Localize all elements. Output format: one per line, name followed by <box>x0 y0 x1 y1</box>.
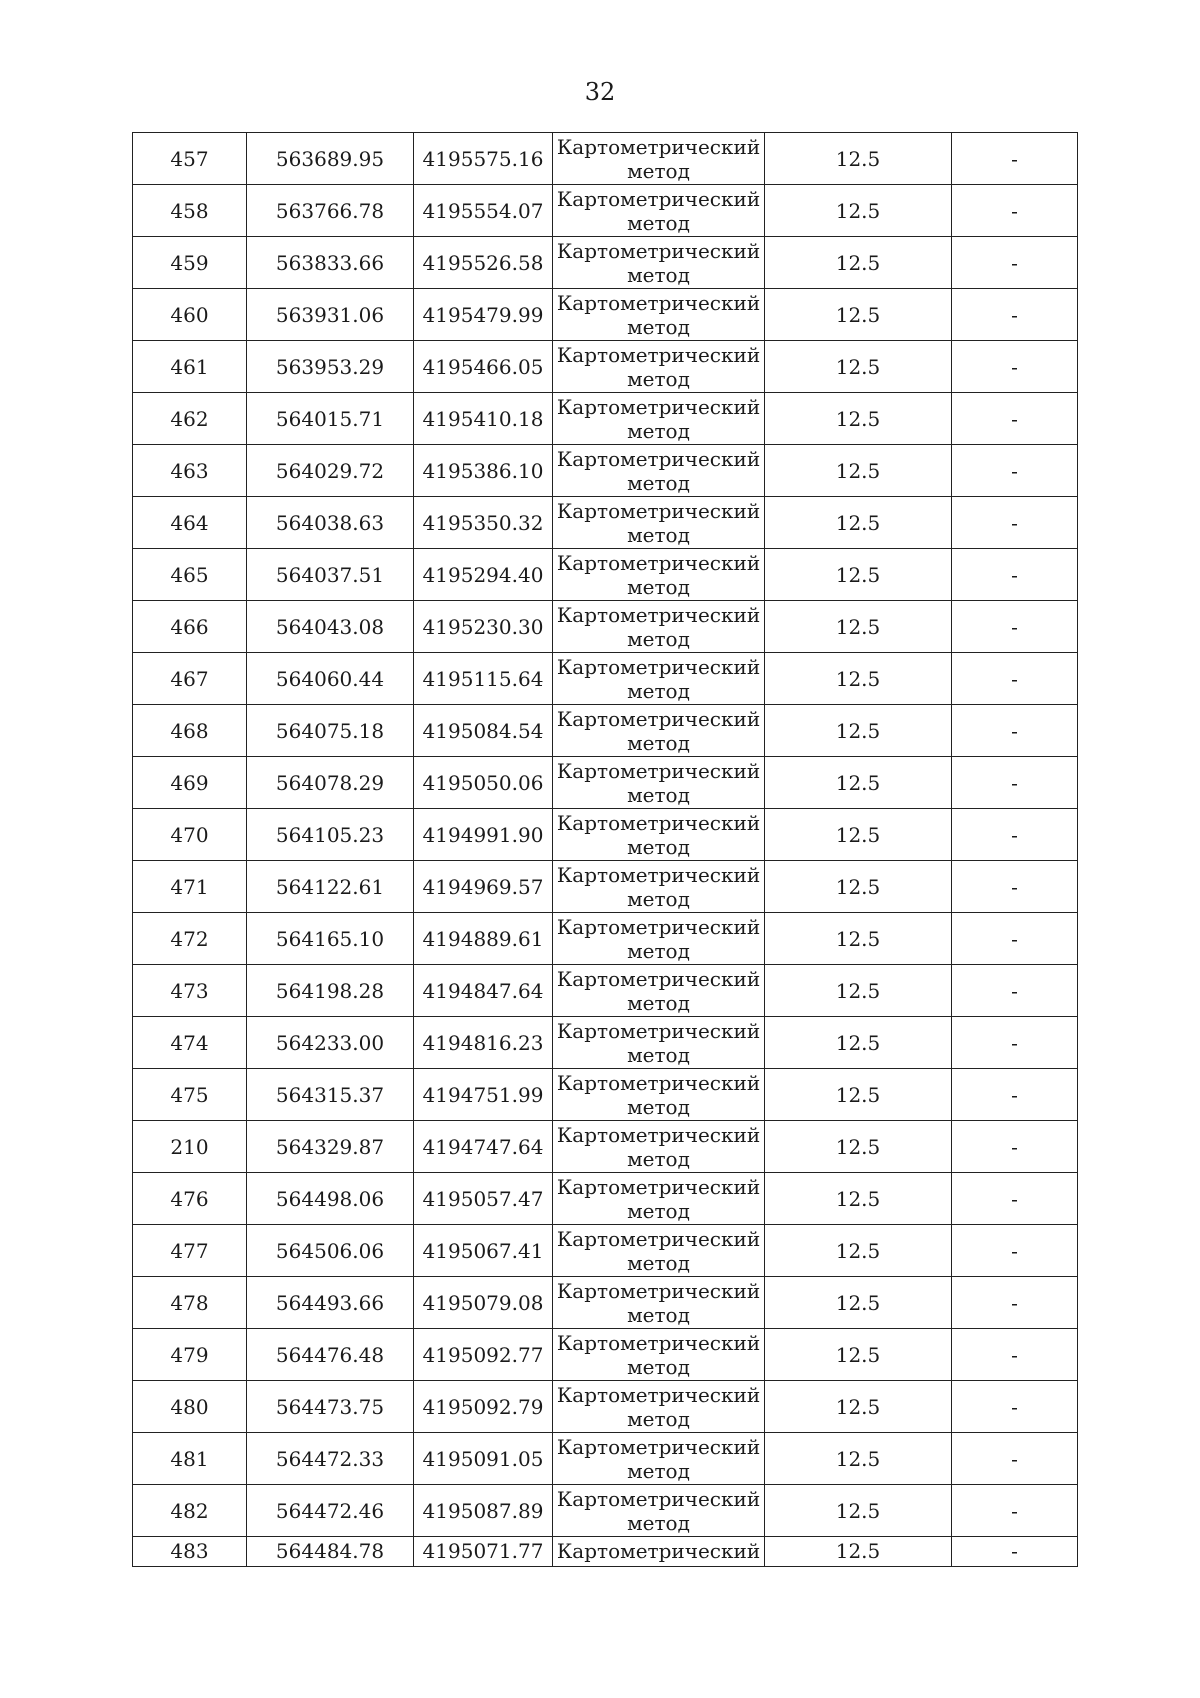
method-cell <box>553 1381 765 1433</box>
note-cell: - <box>952 1485 1078 1537</box>
point-number-cell: 470 <box>133 809 247 861</box>
table-row <box>133 341 1078 393</box>
method-line-2: метод <box>627 938 690 963</box>
note-cell: - <box>952 1017 1078 1069</box>
method-line-2: метод <box>627 1302 690 1327</box>
method-cell <box>553 289 765 341</box>
note-cell: - <box>952 1173 1078 1225</box>
x-coordinate-cell: 563689.95 <box>247 133 414 185</box>
point-number-cell: 477 <box>133 1225 247 1277</box>
method-cell <box>553 1121 765 1173</box>
note-cell: - <box>952 1381 1078 1433</box>
table-row <box>133 913 1078 965</box>
x-coordinate-cell: 564198.28 <box>247 965 414 1017</box>
accuracy-cell: 12.5 <box>765 1225 952 1277</box>
point-number-cell: 465 <box>133 549 247 601</box>
method-line-2: метод <box>627 1354 690 1379</box>
note-cell: - <box>952 1225 1078 1277</box>
method-line-2: метод <box>627 262 690 287</box>
method-line-1: Картометрический <box>556 1539 761 1563</box>
x-coordinate-cell: 564038.63 <box>247 497 414 549</box>
x-coordinate-cell: 564060.44 <box>247 653 414 705</box>
x-coordinate-cell: 564493.66 <box>247 1277 414 1329</box>
method-cell <box>553 705 765 757</box>
method-line-1: Картометрический <box>556 186 761 211</box>
method-cell <box>553 341 765 393</box>
x-coordinate-cell: 563931.06 <box>247 289 414 341</box>
accuracy-cell: 12.5 <box>765 1017 952 1069</box>
point-number-cell: 462 <box>133 393 247 445</box>
method-cell <box>553 913 765 965</box>
y-coordinate-cell: 4195084.54 <box>414 705 553 757</box>
accuracy-cell: 12.5 <box>765 1329 952 1381</box>
method-cell <box>553 1069 765 1121</box>
method-line-1: Картометрический <box>556 966 761 991</box>
method-cell <box>553 1485 765 1537</box>
method-line-2: метод <box>627 1146 690 1171</box>
method-line-2: метод <box>627 678 690 703</box>
x-coordinate-cell: 564473.75 <box>247 1381 414 1433</box>
x-coordinate-cell: 564122.61 <box>247 861 414 913</box>
x-coordinate-cell: 564165.10 <box>247 913 414 965</box>
y-coordinate-cell: 4194991.90 <box>414 809 553 861</box>
y-coordinate-cell: 4195466.05 <box>414 341 553 393</box>
method-line-2: метод <box>627 1458 690 1483</box>
method-line-2: метод <box>627 1042 690 1067</box>
method-cell <box>553 1277 765 1329</box>
accuracy-cell: 12.5 <box>765 965 952 1017</box>
x-coordinate-cell: 564472.33 <box>247 1433 414 1485</box>
x-coordinate-cell: 564029.72 <box>247 445 414 497</box>
note-cell: - <box>952 1277 1078 1329</box>
x-coordinate-cell: 563833.66 <box>247 237 414 289</box>
accuracy-cell: 12.5 <box>765 289 952 341</box>
table-row <box>133 757 1078 809</box>
point-number-cell: 459 <box>133 237 247 289</box>
method-line-1: Картометрический <box>556 758 761 783</box>
note-cell: - <box>952 133 1078 185</box>
accuracy-cell: 12.5 <box>765 913 952 965</box>
method-line-1: Картометрический <box>556 1486 761 1511</box>
table-body <box>133 133 1078 1567</box>
method-cell <box>553 1017 765 1069</box>
table-row <box>133 1225 1078 1277</box>
table-row <box>133 1485 1078 1537</box>
y-coordinate-cell: 4195554.07 <box>414 185 553 237</box>
method-line-2: метод <box>627 1510 690 1535</box>
method-cell <box>553 1433 765 1485</box>
point-number-cell: 472 <box>133 913 247 965</box>
accuracy-cell: 12.5 <box>765 237 952 289</box>
y-coordinate-cell: 4194747.64 <box>414 1121 553 1173</box>
note-cell: - <box>952 601 1078 653</box>
x-coordinate-cell: 564498.06 <box>247 1173 414 1225</box>
point-number-cell: 473 <box>133 965 247 1017</box>
note-cell: - <box>952 1329 1078 1381</box>
note-cell: - <box>952 185 1078 237</box>
method-line-1: Картометрический <box>556 602 761 627</box>
y-coordinate-cell: 4195050.06 <box>414 757 553 809</box>
method-line-2: метод <box>627 626 690 651</box>
x-coordinate-cell: 564315.37 <box>247 1069 414 1121</box>
method-line-1: Картометрический <box>556 238 761 263</box>
method-cell <box>553 965 765 1017</box>
point-number-cell: 210 <box>133 1121 247 1173</box>
note-cell: - <box>952 913 1078 965</box>
table-row <box>133 445 1078 497</box>
method-line-1: Картометрический <box>556 706 761 731</box>
method-line-1: Картометрический <box>556 498 761 523</box>
y-coordinate-cell: 4195386.10 <box>414 445 553 497</box>
point-number-cell: 467 <box>133 653 247 705</box>
method-line-2: метод <box>627 366 690 391</box>
method-line-2: метод <box>627 210 690 235</box>
method-cell <box>553 861 765 913</box>
method-line-2: метод <box>627 990 690 1015</box>
method-line-1: Картометрический <box>556 1174 761 1199</box>
accuracy-cell: 12.5 <box>765 1277 952 1329</box>
point-number-cell: 483 <box>133 1537 247 1567</box>
table-row <box>133 1069 1078 1121</box>
x-coordinate-cell: 564043.08 <box>247 601 414 653</box>
table-row <box>133 1017 1078 1069</box>
table-row <box>133 965 1078 1017</box>
point-number-cell: 463 <box>133 445 247 497</box>
y-coordinate-cell: 4194889.61 <box>414 913 553 965</box>
note-cell: - <box>952 1069 1078 1121</box>
y-coordinate-cell: 4194969.57 <box>414 861 553 913</box>
y-coordinate-cell: 4195115.64 <box>414 653 553 705</box>
method-line-1: Картометрический <box>556 1226 761 1251</box>
table-row <box>133 1121 1078 1173</box>
method-line-1: Картометрический <box>556 1070 761 1095</box>
note-cell: - <box>952 497 1078 549</box>
method-line-2: метод <box>627 522 690 547</box>
note-cell: - <box>952 1121 1078 1173</box>
point-number-cell: 474 <box>133 1017 247 1069</box>
method-line-2: метод <box>627 834 690 859</box>
accuracy-cell: 12.5 <box>765 1537 952 1567</box>
method-line-1: Картометрический <box>556 1018 761 1043</box>
point-number-cell: 464 <box>133 497 247 549</box>
method-line-2: метод <box>627 314 690 339</box>
accuracy-cell: 12.5 <box>765 445 952 497</box>
point-number-cell: 460 <box>133 289 247 341</box>
table-row <box>133 497 1078 549</box>
x-coordinate-cell: 563953.29 <box>247 341 414 393</box>
table-row <box>133 393 1078 445</box>
method-cell <box>553 1225 765 1277</box>
accuracy-cell: 12.5 <box>765 1173 952 1225</box>
accuracy-cell: 12.5 <box>765 653 952 705</box>
accuracy-cell: 12.5 <box>765 1121 952 1173</box>
table-row <box>133 1537 1078 1567</box>
point-number-cell: 457 <box>133 133 247 185</box>
x-coordinate-cell: 564075.18 <box>247 705 414 757</box>
table-row <box>133 1277 1078 1329</box>
point-number-cell: 482 <box>133 1485 247 1537</box>
method-line-2: метод <box>627 158 690 183</box>
method-line-2: метод <box>627 1250 690 1275</box>
y-coordinate-cell: 4195079.08 <box>414 1277 553 1329</box>
method-cell <box>553 653 765 705</box>
accuracy-cell: 12.5 <box>765 809 952 861</box>
point-number-cell: 478 <box>133 1277 247 1329</box>
note-cell: - <box>952 549 1078 601</box>
point-number-cell: 461 <box>133 341 247 393</box>
y-coordinate-cell: 4195526.58 <box>414 237 553 289</box>
coordinates-table <box>132 132 1078 1567</box>
method-cell <box>553 393 765 445</box>
point-number-cell: 481 <box>133 1433 247 1485</box>
note-cell: - <box>952 809 1078 861</box>
x-coordinate-cell: 564484.78 <box>247 1537 414 1567</box>
y-coordinate-cell: 4195092.79 <box>414 1381 553 1433</box>
table-row <box>133 237 1078 289</box>
method-line-1: Картометрический <box>556 1434 761 1459</box>
y-coordinate-cell: 4195092.77 <box>414 1329 553 1381</box>
accuracy-cell: 12.5 <box>765 601 952 653</box>
note-cell: - <box>952 1537 1078 1567</box>
method-line-1: Картометрический <box>556 446 761 471</box>
point-number-cell: 480 <box>133 1381 247 1433</box>
note-cell: - <box>952 445 1078 497</box>
note-cell: - <box>952 1433 1078 1485</box>
method-line-2: метод <box>627 1198 690 1223</box>
accuracy-cell: 12.5 <box>765 185 952 237</box>
note-cell: - <box>952 965 1078 1017</box>
y-coordinate-cell: 4195575.16 <box>414 133 553 185</box>
accuracy-cell: 12.5 <box>765 393 952 445</box>
method-line-1: Картометрический <box>556 810 761 835</box>
method-line-1: Картометрический <box>556 342 761 367</box>
accuracy-cell: 12.5 <box>765 341 952 393</box>
method-line-1: Картометрический <box>556 1330 761 1355</box>
point-number-cell: 471 <box>133 861 247 913</box>
note-cell: - <box>952 653 1078 705</box>
point-number-cell: 468 <box>133 705 247 757</box>
table-row <box>133 1173 1078 1225</box>
accuracy-cell: 12.5 <box>765 1069 952 1121</box>
method-line-1: Картометрический <box>556 1382 761 1407</box>
point-number-cell: 458 <box>133 185 247 237</box>
y-coordinate-cell: 4195350.32 <box>414 497 553 549</box>
note-cell: - <box>952 237 1078 289</box>
y-coordinate-cell: 4195294.40 <box>414 549 553 601</box>
method-line-1: Картометрический <box>556 290 761 315</box>
method-line-1: Картометрический <box>556 1278 761 1303</box>
y-coordinate-cell: 4195410.18 <box>414 393 553 445</box>
table-row <box>133 1329 1078 1381</box>
point-number-cell: 469 <box>133 757 247 809</box>
y-coordinate-cell: 4195091.05 <box>414 1433 553 1485</box>
method-line-1: Картометрический <box>556 1122 761 1147</box>
method-line-2: метод <box>627 1094 690 1119</box>
method-line-1: Картометрический <box>556 862 761 887</box>
method-line-1: Картометрический <box>556 914 761 939</box>
y-coordinate-cell: 4194847.64 <box>414 965 553 1017</box>
accuracy-cell: 12.5 <box>765 497 952 549</box>
y-coordinate-cell: 4195071.77 <box>414 1537 553 1567</box>
method-cell <box>553 601 765 653</box>
point-number-cell: 475 <box>133 1069 247 1121</box>
method-line-2: метод <box>627 418 690 443</box>
method-cell <box>553 809 765 861</box>
accuracy-cell: 12.5 <box>765 861 952 913</box>
method-line-2: метод <box>627 1406 690 1431</box>
y-coordinate-cell: 4195087.89 <box>414 1485 553 1537</box>
point-number-cell: 466 <box>133 601 247 653</box>
x-coordinate-cell: 564476.48 <box>247 1329 414 1381</box>
method-cell <box>553 185 765 237</box>
table-row <box>133 549 1078 601</box>
table-row <box>133 705 1078 757</box>
point-number-cell: 476 <box>133 1173 247 1225</box>
accuracy-cell: 12.5 <box>765 1433 952 1485</box>
method-line-1: Картометрический <box>556 134 761 159</box>
method-line-1: Картометрический <box>556 550 761 575</box>
x-coordinate-cell: 564078.29 <box>247 757 414 809</box>
note-cell: - <box>952 393 1078 445</box>
table-row <box>133 1381 1078 1433</box>
table-row <box>133 653 1078 705</box>
note-cell: - <box>952 861 1078 913</box>
table-row <box>133 861 1078 913</box>
table-row <box>133 133 1078 185</box>
table-row <box>133 289 1078 341</box>
accuracy-cell: 12.5 <box>765 549 952 601</box>
x-coordinate-cell: 564329.87 <box>247 1121 414 1173</box>
accuracy-cell: 12.5 <box>765 757 952 809</box>
y-coordinate-cell: 4194751.99 <box>414 1069 553 1121</box>
x-coordinate-cell: 563766.78 <box>247 185 414 237</box>
method-cell <box>553 445 765 497</box>
table-row <box>133 1433 1078 1485</box>
table-row <box>133 601 1078 653</box>
table-row <box>133 185 1078 237</box>
method-cell <box>553 757 765 809</box>
note-cell: - <box>952 341 1078 393</box>
x-coordinate-cell: 564105.23 <box>247 809 414 861</box>
method-cell <box>553 1537 765 1567</box>
method-line-2: метод <box>627 782 690 807</box>
x-coordinate-cell: 564233.00 <box>247 1017 414 1069</box>
x-coordinate-cell: 564506.06 <box>247 1225 414 1277</box>
point-number-cell: 479 <box>133 1329 247 1381</box>
x-coordinate-cell: 564472.46 <box>247 1485 414 1537</box>
method-cell <box>553 1173 765 1225</box>
accuracy-cell: 12.5 <box>765 705 952 757</box>
note-cell: - <box>952 757 1078 809</box>
method-line-1: Картометрический <box>556 654 761 679</box>
x-coordinate-cell: 564015.71 <box>247 393 414 445</box>
y-coordinate-cell: 4194816.23 <box>414 1017 553 1069</box>
note-cell: - <box>952 289 1078 341</box>
method-cell <box>553 237 765 289</box>
y-coordinate-cell: 4195067.41 <box>414 1225 553 1277</box>
method-cell <box>553 497 765 549</box>
method-line-2: метод <box>627 470 690 495</box>
method-line-2: метод <box>627 886 690 911</box>
page-number: 32 <box>584 78 616 106</box>
accuracy-cell: 12.5 <box>765 1381 952 1433</box>
method-line-1: Картометрический <box>556 394 761 419</box>
method-line-2: метод <box>627 730 690 755</box>
accuracy-cell: 12.5 <box>765 1485 952 1537</box>
method-cell <box>553 549 765 601</box>
method-cell <box>553 133 765 185</box>
method-line-2: метод <box>627 574 690 599</box>
method-cell <box>553 1329 765 1381</box>
y-coordinate-cell: 4195057.47 <box>414 1173 553 1225</box>
y-coordinate-cell: 4195479.99 <box>414 289 553 341</box>
note-cell: - <box>952 705 1078 757</box>
y-coordinate-cell: 4195230.30 <box>414 601 553 653</box>
accuracy-cell: 12.5 <box>765 133 952 185</box>
x-coordinate-cell: 564037.51 <box>247 549 414 601</box>
table-row <box>133 809 1078 861</box>
